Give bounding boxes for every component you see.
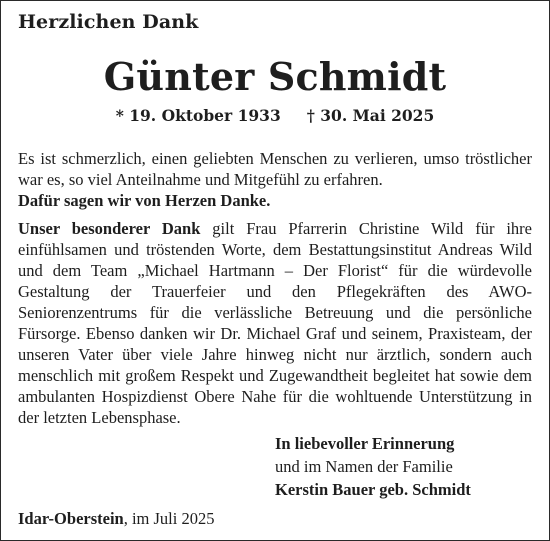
birth-date: * 19. Oktober 1933	[115, 106, 281, 125]
header-title: Herzlichen Dank	[18, 11, 199, 33]
place-name: Idar-Oberstein	[18, 509, 124, 528]
thanks-line: Dafür sagen wir von Herzen Danke.	[18, 191, 271, 210]
special-thanks-paragraph	[18, 218, 532, 428]
deceased-name: Günter Schmidt	[103, 54, 447, 99]
life-dates	[1, 106, 549, 125]
special-thanks-lead: Unser besonderer Dank	[18, 219, 201, 238]
date-text: , im Juli 2025	[123, 509, 215, 528]
death-date: † 30. Mai 2025	[306, 106, 435, 125]
signature-name: Kerstin Bauer geb. Schmidt	[275, 480, 471, 499]
intro-paragraph: Es ist schmerzlich, einen geliebten Menschen zu verlieren, umso tröstlicher war es, so viel Anteilnahme und Mitgefühl zu erfahren.	[18, 149, 532, 189]
signature-line-1: In liebevoller Erinnerung	[275, 434, 455, 453]
special-thanks-text: gilt Frau Pfarrerin Christine Wild für ihre einfühlsamen und tröstenden Worte, dem Bestattungsinstitut Andreas Wild und dem Team „Michael Hartmann – Der Florist“ für die würdevolle Gestaltung der Trauerfeier und den Pflegekräften des AWO-Seniorenzentrums für die verlässliche Betreuung und die persönliche Fürsorge. Ebenso danken wir Dr. Michael Graf und seinem, Praxisteam, der unseren Vater über viele Jahre hinweg nicht nur ärztlich, sondern auch menschlich mit großem Respekt und Zugewandtheit begleitet hat sowie dem ambulanten Hospizdienst Obere Nahe für die wohltuende Unterstützung in der letzten Lebensphase.	[18, 219, 532, 427]
place-date	[18, 509, 214, 529]
signature-line-2: und im Namen der Familie	[275, 457, 453, 476]
